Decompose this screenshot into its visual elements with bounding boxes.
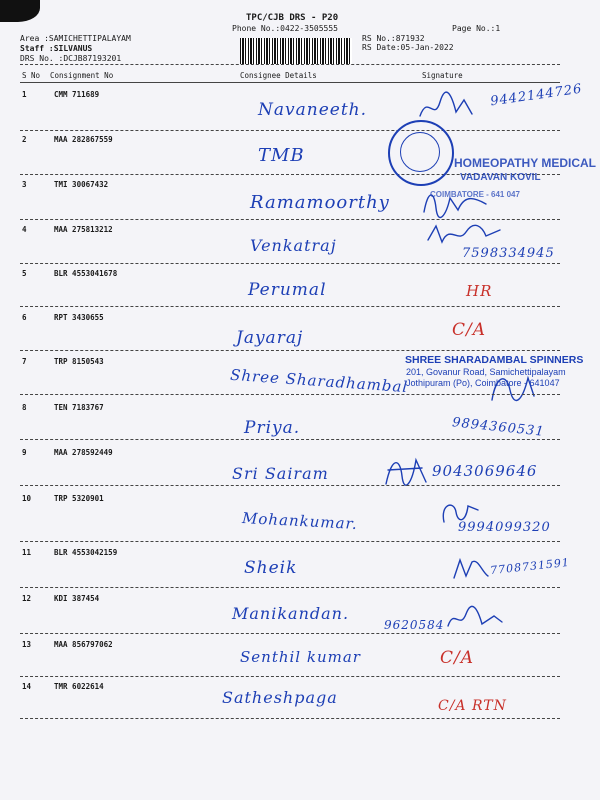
rs-date: RS Date:05-Jan-2022 [362,43,454,52]
phone-number: Phone No.:0422-3505555 [232,24,338,33]
row-divider [20,439,560,440]
consignee-handwriting: Venkatraj [250,236,337,255]
row-sno: 11 [22,548,32,557]
col-consignment: Consignment No [50,71,114,80]
row-divider [20,541,560,542]
row-divider [20,394,560,395]
row-consignment: BLR 4553041678 [54,269,118,278]
spinners-stamp-line3: Jothipuram (Po), Coimbatore - 641047 [406,378,560,388]
row-divider [20,306,560,307]
row-divider [20,263,560,264]
consignee-handwriting: Navaneeth. [258,100,368,120]
consignee-handwriting: Shree Sharadhambal [229,365,409,397]
row-divider [20,130,560,131]
row-sno: 14 [22,682,32,691]
barcode [240,38,352,64]
col-consignee: Consignee Details [240,71,317,80]
column-header-divider [20,82,560,83]
row-consignment: TMI 30067432 [54,180,109,189]
signature-phone: 9894360531 [451,415,546,440]
staff-label: Staff :SILVANUS [20,44,93,53]
drs-number: DRS No. :DCJB87193201 [20,54,122,63]
homeopathy-stamp-line3: COIMBATORE - 641 047 [430,190,520,199]
col-sno: S No [22,71,41,80]
signature-phone: 7598334945 [462,246,555,261]
row-divider [20,676,560,677]
row-consignment: MAA 275813212 [54,225,113,234]
row-consignment: RPT 3430655 [54,313,104,322]
page-number: Page No.:1 [452,24,501,33]
signature-phone: 9442144726 [489,81,584,110]
consignee-handwriting: Sheik [244,558,298,578]
signature-note: C/A [440,648,475,668]
row-consignment: KDI 387454 [54,594,100,603]
row-sno: 1 [22,90,27,99]
row-sno: 2 [22,135,27,144]
round-seal-stamp [388,120,454,186]
consignee-handwriting: Priya. [244,418,301,438]
signature-phone: 7708731591 [489,555,571,578]
row-sno: 13 [22,640,32,649]
row-consignment: TRP 5320901 [54,494,104,503]
row-consignment: TEN 7183767 [54,403,104,412]
scan-blot [0,0,40,22]
homeopathy-stamp-line1: HOMEOPATHY MEDICAL [454,156,597,170]
row-sno: 6 [22,313,27,322]
row-sno: 10 [22,494,32,503]
signature-phone: 9620584 [384,618,445,632]
consignee-handwriting: Sri Sairam [232,464,329,483]
consignee-handwriting: Jayaraj [236,328,304,348]
area-label: Area :SAMICHETTIPALAYAM [20,34,131,43]
row-consignment: CMM 711689 [54,90,100,99]
row-consignment: MAA 278592449 [54,448,113,457]
signature-scribble [418,92,478,122]
row-sno: 8 [22,403,27,412]
signature-phone: 9043069646 [432,462,538,480]
row-divider [20,485,560,486]
signature-scribble [446,606,506,632]
round-seal-inner [400,132,440,172]
homeopathy-stamp-line2: VADAVAN KOVIL [460,172,541,183]
signature-phone: 9994099320 [458,520,551,535]
header-divider [20,64,560,65]
spinners-stamp-line1: SHREE SHARADAMBAL SPINNERS [405,354,584,366]
consignee-handwriting: TMB [258,145,305,166]
signature-note: C/A [452,320,487,340]
consignee-handwriting: Perumal [248,280,327,300]
document-title: TPC/CJB DRS - P20 [246,13,339,23]
row-consignment: BLR 4553042159 [54,548,118,557]
consignee-handwriting: Satheshpaga [222,688,338,707]
spinners-stamp-line2: 201, Govanur Road, Samichettipalayam [406,367,566,377]
rs-number: RS No.:871932 [362,34,425,43]
row-sno: 7 [22,357,27,366]
row-sno: 4 [22,225,27,234]
row-sno: 9 [22,448,27,457]
signature-scribble [426,222,506,248]
row-divider [20,718,560,719]
consignee-handwriting: Manikandan. [232,604,350,623]
row-sno: 3 [22,180,27,189]
consignee-handwriting: Mohankumar. [241,508,359,534]
row-sno: 12 [22,594,32,603]
row-consignment: MAA 856797062 [54,640,113,649]
row-consignment: TMR 6022614 [54,682,104,691]
signature-scribble [452,556,492,582]
row-consignment: MAA 282867559 [54,135,113,144]
row-divider [20,633,560,634]
row-divider [20,219,560,220]
signature-note: C/A RTN [438,698,507,714]
col-signature: Signature [422,71,463,80]
consignee-handwriting: Ramamoorthy [250,192,390,213]
consignee-handwriting: Senthil kumar [240,648,361,666]
row-consignment: TRP 8150543 [54,357,104,366]
row-sno: 5 [22,269,27,278]
signature-note: HR [466,282,493,300]
signature-scribble [382,454,432,488]
row-divider [20,350,560,351]
row-divider [20,587,560,588]
